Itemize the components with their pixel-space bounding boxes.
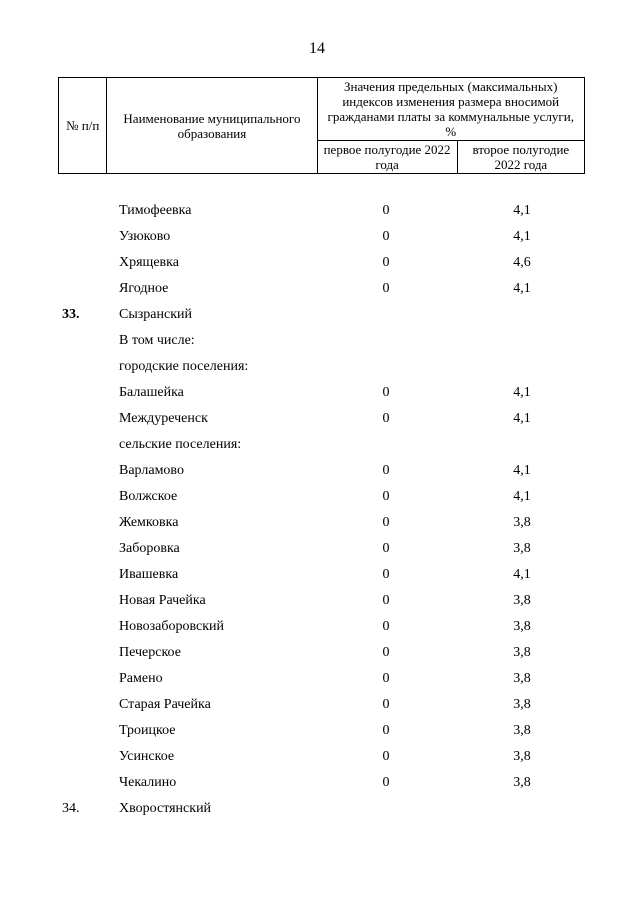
table-row xyxy=(0,328,634,354)
table-row xyxy=(0,666,634,692)
table-row xyxy=(0,432,634,458)
row-first-half-value: 0 xyxy=(382,749,390,764)
row-first-half-value: 0 xyxy=(382,593,390,608)
table-row xyxy=(0,536,634,562)
row-name: Чекалино xyxy=(119,775,177,790)
row-second-half-value: 4,1 xyxy=(513,411,531,426)
row-first-half-value: 0 xyxy=(382,385,390,400)
table-row xyxy=(0,588,634,614)
row-second-half-value: 3,8 xyxy=(513,697,531,712)
row-second-half-value: 3,8 xyxy=(513,775,531,790)
row-name: Старая Рачейка xyxy=(119,697,211,712)
row-name: Новозаборовский xyxy=(119,619,225,634)
row-second-half-value: 4,1 xyxy=(513,281,531,296)
row-first-half-value: 0 xyxy=(382,567,390,582)
header-values-title: Значения предельных (максимальных) индексов изменения размера вносимой гражданами платы за коммунальные услуги, % xyxy=(317,78,585,141)
row-first-half-value: 0 xyxy=(382,463,390,478)
table-row xyxy=(0,458,634,484)
row-first-half-value: 0 xyxy=(382,203,390,218)
row-first-half-value: 0 xyxy=(382,775,390,790)
row-first-half-value: 0 xyxy=(382,671,390,686)
row-name: Печерское xyxy=(119,645,181,660)
row-first-half-value: 0 xyxy=(382,645,390,660)
row-name: Хрящевка xyxy=(119,255,179,270)
row-first-half-value: 0 xyxy=(382,697,390,712)
row-name: Сызранский xyxy=(119,307,192,322)
table-row xyxy=(0,406,634,432)
table-row xyxy=(0,484,634,510)
header-num: № п/п xyxy=(59,78,107,174)
table-row xyxy=(0,770,634,796)
table-row xyxy=(0,510,634,536)
table-row xyxy=(0,640,634,666)
row-name: Узюково xyxy=(119,229,171,244)
row-name: Волжское xyxy=(119,489,178,504)
header-first-half: первое полугодие 2022 года xyxy=(317,141,457,174)
table-row xyxy=(0,380,634,406)
row-second-half-value: 3,8 xyxy=(513,671,531,686)
row-second-half-value: 4,1 xyxy=(513,385,531,400)
header-second-half: второе полугодие 2022 года xyxy=(457,141,584,174)
row-second-half-value: 3,8 xyxy=(513,515,531,530)
row-second-half-value: 4,1 xyxy=(513,463,531,478)
table-row xyxy=(0,614,634,640)
row-second-half-value: 4,1 xyxy=(513,489,531,504)
row-first-half-value: 0 xyxy=(382,723,390,738)
row-name: Ивашевка xyxy=(119,567,179,582)
row-first-half-value: 0 xyxy=(382,229,390,244)
row-name: Ягодное xyxy=(119,281,169,296)
row-name: Варламово xyxy=(119,463,184,478)
table-row xyxy=(0,718,634,744)
row-name: Новая Рачейка xyxy=(119,593,206,608)
row-second-half-value: 4,1 xyxy=(513,229,531,244)
row-second-half-value: 3,8 xyxy=(513,593,531,608)
table-row xyxy=(0,302,634,328)
row-name: Троицкое xyxy=(119,723,176,738)
row-first-half-value: 0 xyxy=(382,541,390,556)
row-name: Усинское xyxy=(119,749,175,764)
table-row xyxy=(0,224,634,250)
row-name: Тимофеевка xyxy=(119,203,192,218)
row-name: Рамено xyxy=(119,671,163,686)
table-header xyxy=(58,77,585,174)
row-second-half-value: 3,8 xyxy=(513,541,531,556)
row-second-half-value: 4,1 xyxy=(513,567,531,582)
row-number: 34. xyxy=(62,801,80,816)
row-number: 33. xyxy=(62,307,80,322)
row-name: В том числе: xyxy=(119,333,195,348)
row-second-half-value: 3,8 xyxy=(513,749,531,764)
row-first-half-value: 0 xyxy=(382,619,390,634)
row-name: Балашейка xyxy=(119,385,184,400)
table-row xyxy=(0,250,634,276)
row-name: городские поселения: xyxy=(119,359,249,374)
table-row xyxy=(0,796,634,822)
row-name: сельские поселения: xyxy=(119,437,242,452)
row-second-half-value: 4,1 xyxy=(513,203,531,218)
row-first-half-value: 0 xyxy=(382,255,390,270)
table-row xyxy=(0,276,634,302)
row-name: Жемковка xyxy=(119,515,179,530)
header-name: Наименование муниципального образования xyxy=(107,78,317,174)
table-body xyxy=(0,198,634,822)
row-second-half-value: 3,8 xyxy=(513,723,531,738)
table-row xyxy=(0,198,634,224)
row-first-half-value: 0 xyxy=(382,515,390,530)
row-second-half-value: 3,8 xyxy=(513,619,531,634)
row-second-half-value: 3,8 xyxy=(513,645,531,660)
page-number: 14 xyxy=(309,40,325,57)
table-row xyxy=(0,744,634,770)
table-row xyxy=(0,692,634,718)
row-name: Междуреченск xyxy=(119,411,208,426)
row-first-half-value: 0 xyxy=(382,411,390,426)
row-second-half-value: 4,6 xyxy=(513,255,531,270)
row-name: Заборовка xyxy=(119,541,180,556)
table-row xyxy=(0,562,634,588)
row-name: Хворостянский xyxy=(119,801,212,816)
row-first-half-value: 0 xyxy=(382,489,390,504)
table-row xyxy=(0,354,634,380)
row-first-half-value: 0 xyxy=(382,281,390,296)
